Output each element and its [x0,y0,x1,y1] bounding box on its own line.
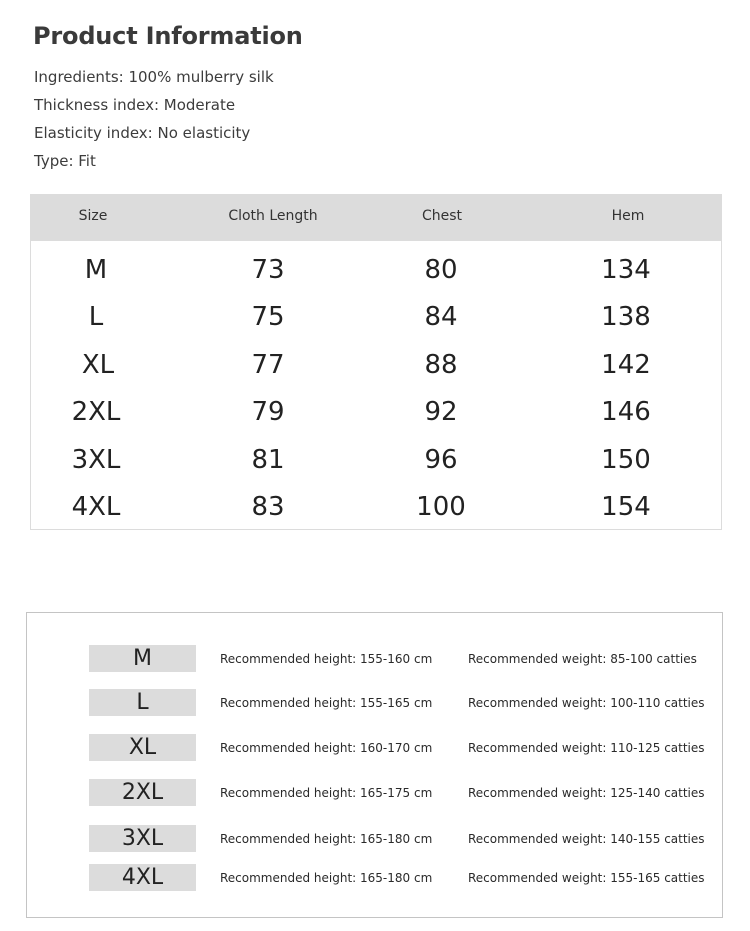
cell-cloth-length: 83 [251,492,285,522]
list-item [27,825,722,855]
cell-size: XL [81,350,115,380]
cell-cloth-length: 77 [251,350,285,380]
table-row [31,437,721,484]
list-item [27,689,722,719]
cell-hem: 134 [601,255,651,285]
header-size: Size [78,208,108,224]
size-table [30,194,722,530]
table-row [31,484,721,531]
header-hem: Hem [611,208,645,224]
recommendation-size: L [89,689,196,716]
cell-size: 4XL [71,492,121,522]
cell-chest: 100 [416,492,466,522]
recommended-weight: Recommended weight: 85-100 catties [468,652,697,666]
cell-hem: 146 [601,397,651,427]
recommended-weight: Recommended weight: 140-155 catties [468,832,705,846]
cell-chest: 80 [424,255,458,285]
cell-chest: 84 [424,302,458,332]
recommended-height: Recommended height: 155-165 cm [220,696,433,710]
size-recommendation-box [26,612,723,918]
recommendation-size: 3XL [89,825,196,852]
cell-size: 3XL [71,445,121,475]
cell-cloth-length: 75 [251,302,285,332]
table-row [31,389,721,436]
recommended-weight: Recommended weight: 110-125 catties [468,741,705,755]
recommendation-size: XL [89,734,196,761]
cell-hem: 154 [601,492,651,522]
cell-cloth-length: 73 [251,255,285,285]
cell-chest: 88 [424,350,458,380]
info-thickness: Thickness index: Moderate [34,96,236,114]
recommended-height: Recommended height: 155-160 cm [220,652,433,666]
cell-size: 2XL [71,397,121,427]
recommended-height: Recommended height: 165-180 cm [220,871,433,885]
cell-hem: 138 [601,302,651,332]
cell-size: L [88,302,104,332]
cell-chest: 92 [424,397,458,427]
recommendation-size: 2XL [89,779,196,806]
list-item [27,779,722,809]
info-ingredients: Ingredients: 100% mulberry silk [34,68,274,86]
cell-chest: 96 [424,445,458,475]
recommendation-size: M [89,645,196,672]
cell-hem: 142 [601,350,651,380]
recommended-height: Recommended height: 160-170 cm [220,741,433,755]
recommended-weight: Recommended weight: 100-110 catties [468,696,705,710]
header-cloth-length: Cloth Length [228,208,318,224]
recommended-height: Recommended height: 165-180 cm [220,832,433,846]
table-row [31,294,721,341]
table-row [31,342,721,389]
cell-size: M [84,255,108,285]
recommended-height: Recommended height: 165-175 cm [220,786,433,800]
info-type: Type: Fit [34,152,96,170]
recommended-weight: Recommended weight: 125-140 catties [468,786,705,800]
size-table-header [31,195,721,241]
table-row [31,247,721,294]
list-item [27,645,722,675]
recommendation-size: 4XL [89,864,196,891]
list-item [27,734,722,764]
cell-cloth-length: 81 [251,445,285,475]
info-elasticity: Elasticity index: No elasticity [34,124,251,142]
cell-cloth-length: 79 [251,397,285,427]
header-chest: Chest [421,208,463,224]
list-item [27,864,722,894]
cell-hem: 150 [601,445,651,475]
page-title: Product Information [33,22,303,50]
recommended-weight: Recommended weight: 155-165 catties [468,871,705,885]
